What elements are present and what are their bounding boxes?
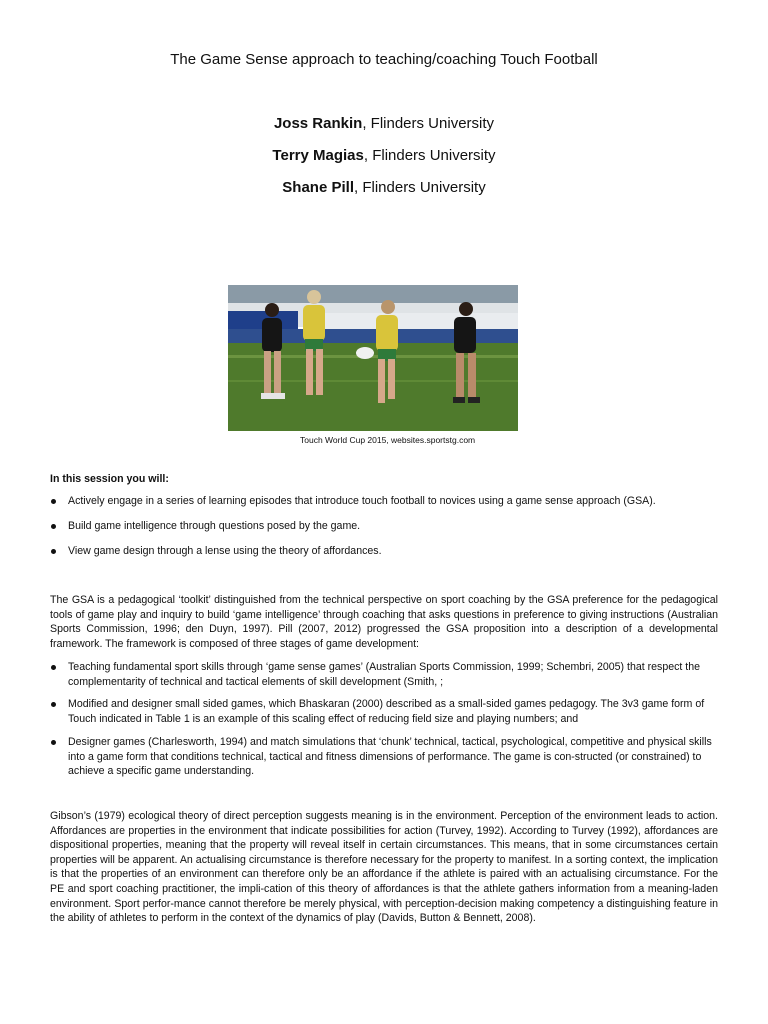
bullet-icon: [51, 499, 56, 504]
bullet-icon: [51, 702, 56, 707]
author-line: [0, 115, 768, 133]
list-item: [50, 544, 720, 559]
list-item: [50, 660, 720, 689]
bullet-icon: [51, 740, 56, 745]
touch-football-photo: [228, 285, 518, 431]
author-affiliation: , Flinders University: [354, 179, 486, 196]
list-item-text: Actively engage in a series of learning episodes that introduce touch football to novices using a game sense approach (GSA).: [68, 495, 656, 507]
list-item-text: Teaching fundamental sport skills through ‘game sense games’ (Australian Sports Commission, 1999; Schembri, 2005) that respect the complementarity of technical and tactical elements of skill development (Smith, ;: [68, 661, 701, 688]
photo-caption: Touch World Cup 2015, websites.sportstg.com: [300, 435, 476, 445]
session-list: [50, 494, 720, 509]
list-item: [50, 519, 720, 534]
author-name: Joss Rankin: [273, 115, 363, 132]
author-name: Terry Magias: [272, 147, 364, 164]
author-line: [0, 147, 768, 165]
list-item-text: Modified and designer small sided games, which Bhaskaran (2000) described as a small-sided games pedagogy. The 3v3 game form of Touch indicated in Table 1 is an example of this scaling effect of reducing field size and playing numbers; and: [68, 698, 705, 725]
bullet-icon: [51, 524, 56, 529]
list-item-text: Build game intelligence through questions posed by the game.: [68, 520, 361, 532]
author-line: [0, 179, 768, 197]
session-list: [50, 519, 720, 534]
document-title: The Game Sense approach to teaching/coaching Touch Football: [170, 51, 598, 68]
list-item-text: Designer games (Charlesworth, 1994) and match simulations that ‘chunk’ technical, tactical, psychological, competitive and physical skills into a game form that conditions technical, tactical and fitness dimensions of performance. The game is con-structed (or constrained) to achieve a specific game understanding.: [68, 736, 712, 778]
list-item: [50, 494, 720, 509]
body-paragraph: The GSA is a pedagogical ‘toolkit’ distinguished from the technical perspective on sport coaching by the GSA preference for the pedagogical tools of game play and inquiry to build ‘game intelligence’ through coaching that asks questions in preference to giving instructions (Australian Sports Commission, 1996; den Duyn, 1997). Pill (2007, 2012) progressed the GSA proposition into a description of a developmental framework. The framework is composed of three stages of game development:: [50, 594, 718, 650]
session-list: [50, 544, 720, 559]
stages-list: [50, 735, 720, 779]
body-paragraph: Gibson’s (1979) ecological theory of direct perception suggests meaning is in the environment. Perception of the environment leads to action. Affordances are properties in the environment that indicate possibilities for action (Turvey, 1992). According to Turvey (1992), affordances are dispositional properties, meaning that the property will reveal itself in certain circumstances. This means, that in some circumstances certain properties will be apparent. An actualising circumstance is therefore necessary for the property to manifest. In a sorting context, the implication is that the properties of an environment can therefore only be an affordance if the athlete is paired with an actualising circumstance. For the PE and sport coaching practitioner, the impli-cation of this theory of affordances is that the athlete gathers information from a meaning-laden environment. Sport perfor-mance cannot therefore be merely physical, with perception-decision making competency a distinguishing feature in the ability of athletes to perform in the context of the dynamics of play (Davids, Button & Bennett, 2008).: [50, 810, 718, 925]
author-name: Shane Pill: [282, 179, 354, 196]
author-affiliation: , Flinders University: [362, 115, 495, 132]
bullet-icon: [51, 665, 56, 670]
photo-illustration: [228, 285, 518, 431]
session-heading: In this session you will:: [50, 473, 169, 485]
stages-list: [50, 697, 720, 726]
list-item-text: View game design through a lense using the theory of affordances.: [68, 545, 382, 557]
bullet-icon: [51, 549, 56, 554]
list-item: [50, 735, 720, 779]
author-affiliation: , Flinders University: [363, 147, 496, 164]
stages-list: [50, 660, 720, 689]
list-item: [50, 697, 720, 726]
